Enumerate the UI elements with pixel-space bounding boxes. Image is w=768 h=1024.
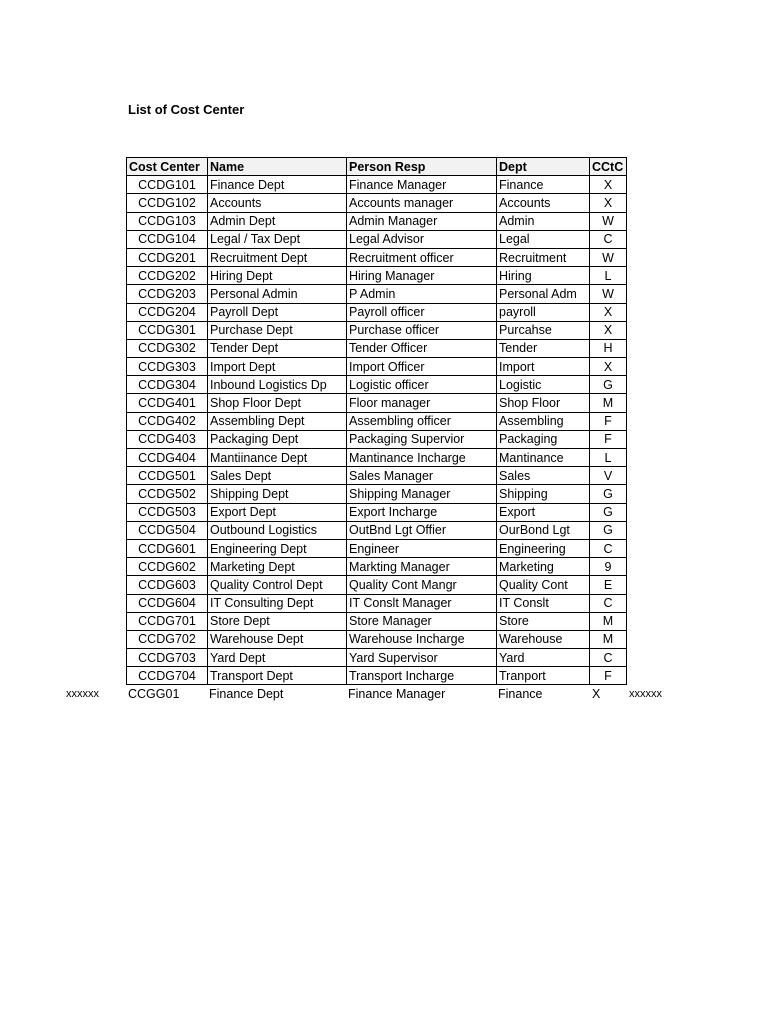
person-resp-cell: Engineer bbox=[347, 539, 497, 557]
name-cell: Personal Admin bbox=[208, 285, 347, 303]
table-row bbox=[127, 248, 627, 266]
cost-center-cell: CCDG303 bbox=[127, 358, 208, 376]
cctc-cell: X bbox=[590, 194, 627, 212]
table-row bbox=[127, 630, 627, 648]
person-resp-cell: OutBnd Lgt Offier bbox=[347, 521, 497, 539]
name-cell: IT Consulting Dept bbox=[208, 594, 347, 612]
person-resp-cell: Accounts manager bbox=[347, 194, 497, 212]
person-resp-cell: Sales Manager bbox=[347, 467, 497, 485]
cost-center-cell: CCDG203 bbox=[127, 285, 208, 303]
person-resp-cell: Store Manager bbox=[347, 612, 497, 630]
name-cell: Tender Dept bbox=[208, 339, 347, 357]
dept-cell: Import bbox=[497, 358, 590, 376]
table-row bbox=[127, 212, 627, 230]
person-resp-cell: Recruitment officer bbox=[347, 248, 497, 266]
person-resp-cell: Mantinance Incharge bbox=[347, 449, 497, 467]
dept-cell: Engineering bbox=[497, 539, 590, 557]
cctc-cell: X bbox=[590, 321, 627, 339]
person-resp-cell: P Admin bbox=[347, 285, 497, 303]
table-row bbox=[127, 321, 627, 339]
name-cell: Transport Dept bbox=[208, 667, 347, 685]
cctc-cell: G bbox=[590, 485, 627, 503]
cctc-cell: F bbox=[590, 412, 627, 430]
table-row bbox=[127, 521, 627, 539]
cctc-cell: M bbox=[590, 394, 627, 412]
name-cell: Warehouse Dept bbox=[208, 630, 347, 648]
table-row bbox=[127, 303, 627, 321]
dept-cell: Finance bbox=[497, 176, 590, 194]
person-resp-cell: Purchase officer bbox=[347, 321, 497, 339]
dept-cell: Store bbox=[497, 612, 590, 630]
name-cell: Import Dept bbox=[208, 358, 347, 376]
dept-cell: Recruitment bbox=[497, 248, 590, 266]
table-row bbox=[127, 412, 627, 430]
table-row bbox=[127, 594, 627, 612]
table-row bbox=[127, 449, 627, 467]
cost-center-cell: CCDG304 bbox=[127, 376, 208, 394]
person-resp-cell: Finance Manager bbox=[347, 176, 497, 194]
table-row bbox=[127, 503, 627, 521]
name-cell: Legal / Tax Dept bbox=[208, 230, 347, 248]
name-cell: Yard Dept bbox=[208, 649, 347, 667]
name-cell: Shop Floor Dept bbox=[208, 394, 347, 412]
dept-cell: Admin bbox=[497, 212, 590, 230]
cctc-cell: C bbox=[590, 594, 627, 612]
name-cell: Accounts bbox=[208, 194, 347, 212]
name-cell: Marketing Dept bbox=[208, 558, 347, 576]
name-cell: Shipping Dept bbox=[208, 485, 347, 503]
name-cell: Purchase Dept bbox=[208, 321, 347, 339]
cctc-cell: M bbox=[590, 612, 627, 630]
cost-center-cell: CCDG501 bbox=[127, 467, 208, 485]
cctc-cell: F bbox=[590, 667, 627, 685]
dept-cell: Logistic bbox=[497, 376, 590, 394]
extra-row bbox=[0, 686, 768, 703]
dept-cell: Accounts bbox=[497, 194, 590, 212]
cctc-cell: V bbox=[590, 467, 627, 485]
dept-cell: Packaging bbox=[497, 430, 590, 448]
dept-cell: Hiring bbox=[497, 267, 590, 285]
dept-cell: Tender bbox=[497, 339, 590, 357]
name-cell: Payroll Dept bbox=[208, 303, 347, 321]
cctc-cell: X bbox=[590, 303, 627, 321]
name-cell: Mantiinance Dept bbox=[208, 449, 347, 467]
dept-cell: Export bbox=[497, 503, 590, 521]
person-resp-cell: Packaging Supervior bbox=[347, 430, 497, 448]
dept-cell: IT Conslt bbox=[497, 594, 590, 612]
extra-row-cctc: X bbox=[592, 687, 601, 701]
cost-center-cell: CCDG302 bbox=[127, 339, 208, 357]
person-resp-cell: Export Incharge bbox=[347, 503, 497, 521]
table-row bbox=[127, 649, 627, 667]
cost-center-cell: CCDG602 bbox=[127, 558, 208, 576]
cost-center-cell: CCDG201 bbox=[127, 248, 208, 266]
dept-cell: Mantinance bbox=[497, 449, 590, 467]
cctc-cell: W bbox=[590, 248, 627, 266]
dept-cell: Purcahse bbox=[497, 321, 590, 339]
dept-cell: Legal bbox=[497, 230, 590, 248]
cost-center-cell: CCDG403 bbox=[127, 430, 208, 448]
person-resp-cell: Tender Officer bbox=[347, 339, 497, 357]
cost-center-cell: CCDG202 bbox=[127, 267, 208, 285]
dept-cell: Quality Cont bbox=[497, 576, 590, 594]
name-cell: Packaging Dept bbox=[208, 430, 347, 448]
table-row bbox=[127, 339, 627, 357]
name-cell: Finance Dept bbox=[208, 176, 347, 194]
cctc-cell: F bbox=[590, 430, 627, 448]
cost-center-cell: CCDG104 bbox=[127, 230, 208, 248]
person-resp-cell: Payroll officer bbox=[347, 303, 497, 321]
header-name: Name bbox=[208, 158, 347, 176]
extra-row-name: Finance Dept bbox=[209, 687, 284, 701]
name-cell: Recruitment Dept bbox=[208, 248, 347, 266]
cost-center-cell: CCDG301 bbox=[127, 321, 208, 339]
person-resp-cell: Legal Advisor bbox=[347, 230, 497, 248]
cctc-cell: G bbox=[590, 503, 627, 521]
table-row bbox=[127, 194, 627, 212]
name-cell: Admin Dept bbox=[208, 212, 347, 230]
extra-row-person-resp: Finance Manager bbox=[348, 687, 446, 701]
table-row bbox=[127, 576, 627, 594]
cctc-cell: C bbox=[590, 649, 627, 667]
cost-center-cell: CCDG101 bbox=[127, 176, 208, 194]
dept-cell: Shipping bbox=[497, 485, 590, 503]
dept-cell: Shop Floor bbox=[497, 394, 590, 412]
person-resp-cell: Floor manager bbox=[347, 394, 497, 412]
table-row bbox=[127, 176, 627, 194]
person-resp-cell: Transport Incharge bbox=[347, 667, 497, 685]
page-title: List of Cost Center bbox=[128, 102, 245, 117]
cctc-cell: C bbox=[590, 539, 627, 557]
cost-center-cell: CCDG704 bbox=[127, 667, 208, 685]
cost-center-cell: CCDG401 bbox=[127, 394, 208, 412]
table-row bbox=[127, 394, 627, 412]
dept-cell: Marketing bbox=[497, 558, 590, 576]
cctc-cell: L bbox=[590, 267, 627, 285]
cost-center-cell: CCDG204 bbox=[127, 303, 208, 321]
table-row bbox=[127, 430, 627, 448]
header-dept: Dept bbox=[497, 158, 590, 176]
name-cell: Outbound Logistics bbox=[208, 521, 347, 539]
table-row bbox=[127, 612, 627, 630]
cost-center-cell: CCDG103 bbox=[127, 212, 208, 230]
person-resp-cell: Admin Manager bbox=[347, 212, 497, 230]
table-row bbox=[127, 558, 627, 576]
table-row bbox=[127, 539, 627, 557]
table-row bbox=[127, 467, 627, 485]
name-cell: Quality Control Dept bbox=[208, 576, 347, 594]
person-resp-cell: IT Conslt Manager bbox=[347, 594, 497, 612]
dept-cell: Sales bbox=[497, 467, 590, 485]
cost-center-cell: CCDG502 bbox=[127, 485, 208, 503]
dept-cell: Personal Adm bbox=[497, 285, 590, 303]
table-row bbox=[127, 267, 627, 285]
cctc-cell: W bbox=[590, 285, 627, 303]
table-row bbox=[127, 358, 627, 376]
cost-center-cell: CCDG503 bbox=[127, 503, 208, 521]
header-cost-center: Cost Center bbox=[127, 158, 208, 176]
cost-center-table bbox=[126, 157, 627, 685]
person-resp-cell: Warehouse Incharge bbox=[347, 630, 497, 648]
dept-cell: Tranport bbox=[497, 667, 590, 685]
cost-center-cell: CCDG604 bbox=[127, 594, 208, 612]
table-row bbox=[127, 667, 627, 685]
table-row bbox=[127, 285, 627, 303]
header-person-resp: Person Resp bbox=[347, 158, 497, 176]
name-cell: Assembling Dept bbox=[208, 412, 347, 430]
name-cell: Engineering Dept bbox=[208, 539, 347, 557]
person-resp-cell: Shipping Manager bbox=[347, 485, 497, 503]
cost-center-cell: CCDG701 bbox=[127, 612, 208, 630]
header-cctc: CCtC bbox=[590, 158, 627, 176]
cost-center-cell: CCDG404 bbox=[127, 449, 208, 467]
table-body bbox=[127, 176, 627, 685]
table-row bbox=[127, 230, 627, 248]
person-resp-cell: Markting Manager bbox=[347, 558, 497, 576]
cctc-cell: M bbox=[590, 630, 627, 648]
cctc-cell: G bbox=[590, 521, 627, 539]
dept-cell: payroll bbox=[497, 303, 590, 321]
cctc-cell: H bbox=[590, 339, 627, 357]
cost-center-cell: CCDG703 bbox=[127, 649, 208, 667]
cost-center-cell: CCDG601 bbox=[127, 539, 208, 557]
person-resp-cell: Yard Supervisor bbox=[347, 649, 497, 667]
cost-center-cell: CCDG702 bbox=[127, 630, 208, 648]
person-resp-cell: Assembling officer bbox=[347, 412, 497, 430]
cost-center-cell: CCDG504 bbox=[127, 521, 208, 539]
cctc-cell: C bbox=[590, 230, 627, 248]
extra-row-right-marker: xxxxxx bbox=[629, 688, 662, 700]
person-resp-cell: Hiring Manager bbox=[347, 267, 497, 285]
dept-cell: Assembling bbox=[497, 412, 590, 430]
cctc-cell: E bbox=[590, 576, 627, 594]
name-cell: Export Dept bbox=[208, 503, 347, 521]
person-resp-cell: Import Officer bbox=[347, 358, 497, 376]
cost-center-cell: CCDG402 bbox=[127, 412, 208, 430]
table-row bbox=[127, 485, 627, 503]
person-resp-cell: Logistic officer bbox=[347, 376, 497, 394]
table-header-row bbox=[127, 158, 627, 176]
name-cell: Hiring Dept bbox=[208, 267, 347, 285]
cctc-cell: X bbox=[590, 358, 627, 376]
name-cell: Sales Dept bbox=[208, 467, 347, 485]
table-row bbox=[127, 376, 627, 394]
name-cell: Inbound Logistics Dp bbox=[208, 376, 347, 394]
dept-cell: OurBond Lgt bbox=[497, 521, 590, 539]
cctc-cell: 9 bbox=[590, 558, 627, 576]
dept-cell: Yard bbox=[497, 649, 590, 667]
cctc-cell: L bbox=[590, 449, 627, 467]
extra-row-left-marker: xxxxxx bbox=[66, 688, 99, 700]
cctc-cell: X bbox=[590, 176, 627, 194]
extra-row-cost-center: CCGG01 bbox=[128, 687, 180, 701]
name-cell: Store Dept bbox=[208, 612, 347, 630]
dept-cell: Warehouse bbox=[497, 630, 590, 648]
cost-center-cell: CCDG603 bbox=[127, 576, 208, 594]
cctc-cell: G bbox=[590, 376, 627, 394]
cctc-cell: W bbox=[590, 212, 627, 230]
cost-center-cell: CCDG102 bbox=[127, 194, 208, 212]
extra-row-dept: Finance bbox=[498, 687, 543, 701]
person-resp-cell: Quality Cont Mangr bbox=[347, 576, 497, 594]
